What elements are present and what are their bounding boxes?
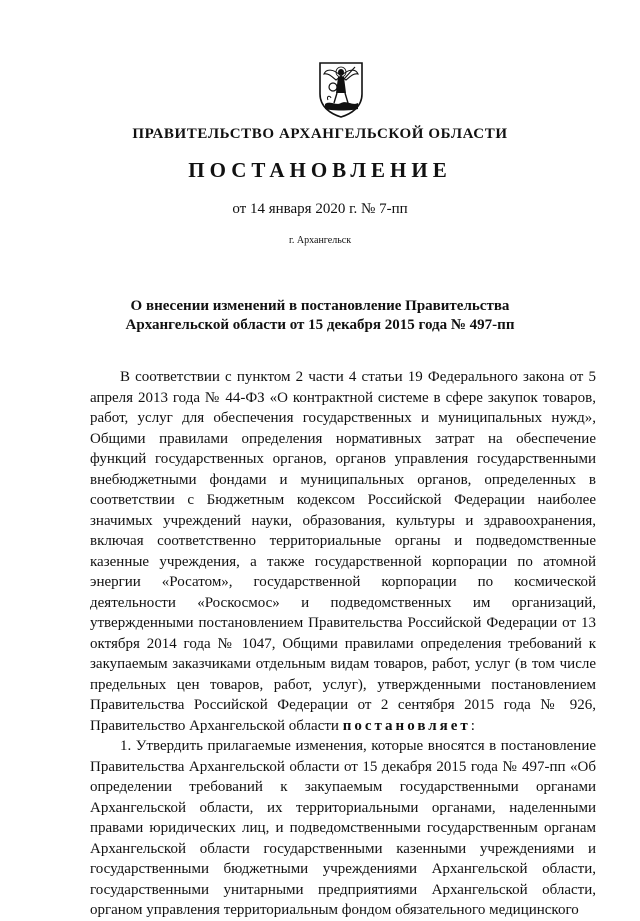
coat-of-arms-icon [316, 60, 366, 118]
subject-line-1: О внесении изменений в постановление Правительства [130, 298, 510, 314]
document-subject [110, 297, 530, 335]
document-body [90, 367, 596, 921]
document-type: ПОСТАНОВЛЕНИЕ [188, 158, 452, 182]
subject-line-2: Архангельской области от 15 декабря 2015 года № 497-пп [125, 317, 515, 333]
city-name: г. Архангельск [288, 235, 352, 246]
paragraph-item-1: 1. Утвердить прилагаемые изменения, которые вносятся в постановление Правительства Архангельской области от 15 декабря 2015 года № 497-пп «Об определении требований к закупаемым государственными органами Архангельской области, их территориальными органами, наделенными правами юридических лиц, и подведомственными государственным органам Архангельской области государственными казенными учреждениями и государственными бюджетными учреждениями Архангельской области, государственными унитарными предприятиями Архангельской области, органом управления территориальным фондом обязательного медицинского [90, 738, 596, 918]
preamble-text: В соответствии с пунктом 2 части 4 статьи 19 Федерального закона от 5 апреля 2013 года № 44-ФЗ «О контрактной системе в сфере закупок товаров, работ, услуг для обеспечения государственных и муниципальных нужд», Общими правилами определения нормативных затрат на обеспечение функций государственных органов, органов управления государственными внебюджетными фондами и муниципальных органов, определенных в соответствии с Бюджетным кодексом Российской Федерации наиболее значимых учреждений науки, образования, культуры и здравоохранения, включая соответственно территориальные органы и подведомственные казенные учреждения, а также государственной корпорации по атомной энергии «Росатом», государственной корпорации по космической деятельности «Роскосмос» и подведомственных им организаций, утвержденными постановлением Правительства Российской Федерации от 13 октября 2014 года № 1047, Общими правилами определения требований к закупаемым заказчиками отдельным видам товаров, работ, услуг (в том числе предельных цен товаров, работ, услуг), утвержденными постановлением Правительства Российской Федерации от 2 сентября 2015 года № 926, Правительство Архангельской области [90, 369, 596, 734]
date-and-number: от 14 января 2020 г. № 7-пп [232, 201, 408, 217]
paragraph-preamble [90, 367, 596, 736]
resolves-keyword: постановляет [342, 717, 471, 734]
government-name: ПРАВИТЕЛЬСТВО АРХАНГЕЛЬСКОЙ ОБЛАСТИ [132, 126, 508, 142]
preamble-end: : [470, 717, 475, 734]
